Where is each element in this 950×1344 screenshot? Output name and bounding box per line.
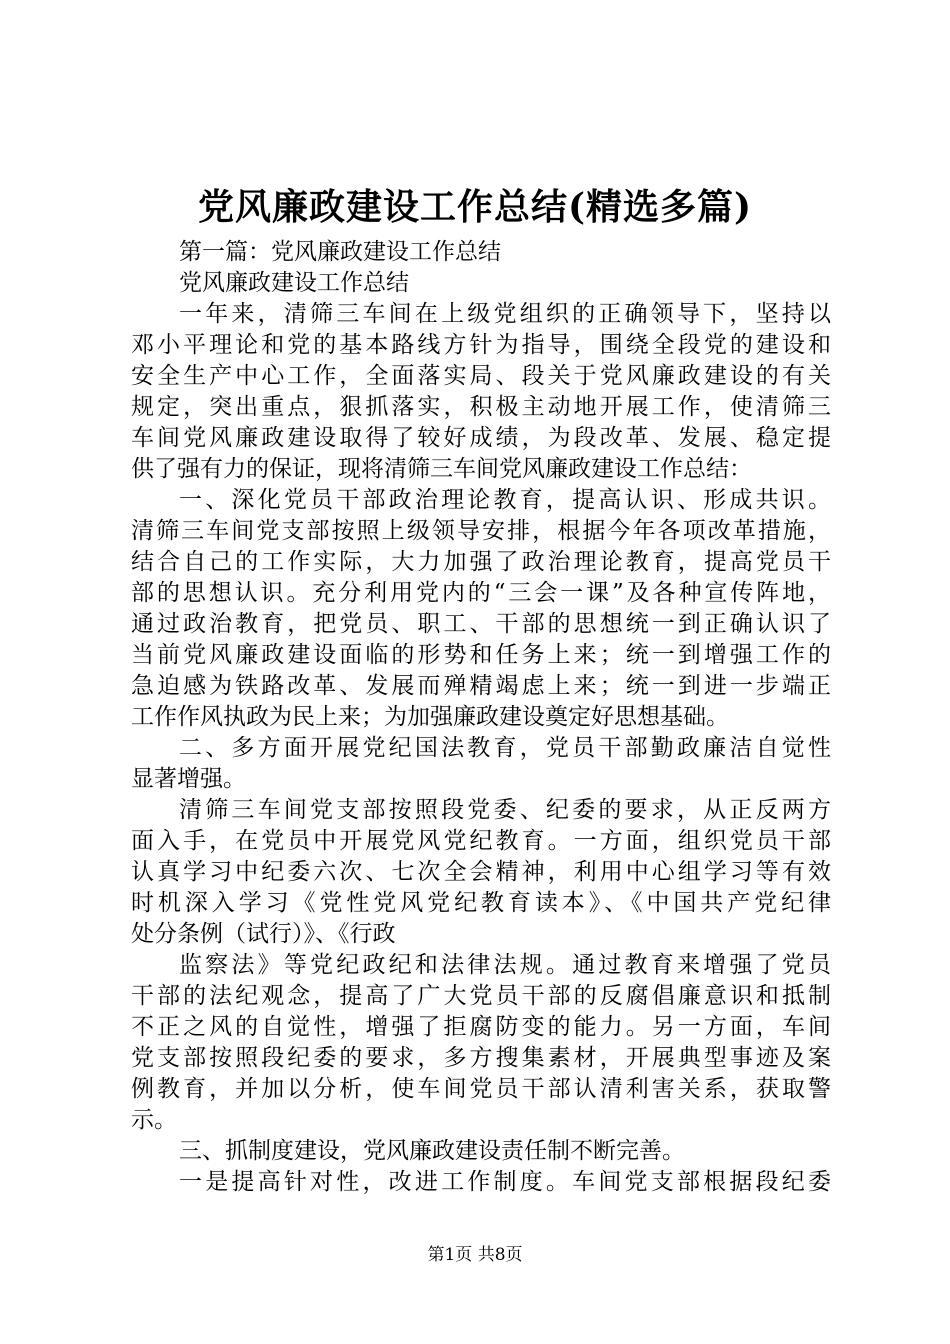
paragraph-line: 供了强有力的保证，现将清筛三车间党风廉政建设工作总结： — [131, 456, 752, 482]
paragraph-line: 结合自己的工作实际，大力加强了政治理论教育，提高党员干 — [131, 549, 831, 575]
document-title: 党风廉政建设工作总结(精选多篇) — [197, 186, 753, 228]
article-heading: 党风廉政建设工作总结 — [179, 270, 409, 296]
paragraph-line: 一是提高针对性，改进工作制度。车间党支部根据段纪委 — [179, 1169, 831, 1195]
paragraph-line: 二、多方面开展党纪国法教育，党员干部勤政廉洁自觉性 — [179, 735, 831, 761]
paragraph-line: 党支部按照段纪委的要求，多方搜集素材，开展典型事迹及案 — [131, 1045, 831, 1071]
paragraph-line: 例教育，并加以分析，使车间党员干部认清利害关系，获取警 — [131, 1076, 831, 1102]
paragraph-line: 一年来，清筛三车间在上级党组织的正确领导下，坚持以 — [179, 301, 831, 327]
paragraph-line: 监察法》等党纪政纪和法律法规。通过教育来增强了党员 — [179, 952, 831, 978]
paragraph-line: 显著增强。 — [131, 766, 246, 792]
document-body — [131, 237, 831, 1198]
paragraph-line: 邓小平理论和党的基本路线方针为指导，围绕全段党的建设和 — [131, 332, 831, 358]
paragraph-line: 处分条例（试行）》、《行政 — [131, 921, 396, 947]
paragraph-line: 时机深入学习《党性党风党纪教育读本》、《中国共产党纪律 — [131, 890, 831, 916]
paragraph-line: 规定，突出重点，狠抓落实，积极主动地开展工作，使清筛三 — [131, 394, 831, 420]
paragraph-line: 不正之风的自觉性，增强了拒腐防变的能力。另一方面，车间 — [131, 1014, 831, 1040]
paragraph-line: 通过政治教育，把党员、职工、干部的思想统一到正确认识了 — [131, 611, 831, 637]
paragraph-line: 清筛三车间党支部按照段党委、纪委的要求，从正反两方 — [179, 797, 831, 823]
paragraph-line: 急迫感为铁路改革、发展而殚精竭虑上来；统一到进一步端正 — [131, 673, 831, 699]
section-heading: 第一篇：党风廉政建设工作总结 — [179, 239, 501, 265]
paragraph-line: 当前党风廉政建设面临的形势和任务上来；统一到增强工作的 — [131, 642, 831, 668]
paragraph-line: 工作作风执政为民上来；为加强廉政建设奠定好思想基础。 — [131, 704, 729, 730]
paragraph-line: 认真学习中纪委六次、七次全会精神，利用中心组学习等有效 — [131, 859, 831, 885]
paragraph-line: 清筛三车间党支部按照上级领导安排，根据今年各项改革措施， — [131, 518, 831, 544]
paragraph-line: 干部的法纪观念，提高了广大党员干部的反腐倡廉意识和抵制 — [131, 983, 831, 1009]
paragraph-line: 示。 — [131, 1107, 177, 1133]
paragraph-line: 部的思想认识。充分利用党内的“三会一课”及各种宣传阵地， — [131, 580, 831, 606]
paragraph-line: 车间党风廉政建设取得了较好成绩，为段改革、发展、稳定提 — [131, 425, 831, 451]
paragraph-line: 安全生产中心工作，全面落实局、段关于党风廉政建设的有关 — [131, 363, 831, 389]
paragraph-line: 面入手，在党员中开展党风党纪教育。一方面，组织党员干部 — [131, 828, 831, 854]
paragraph-line: 三、抓制度建设，党风廉政建设责任制不断完善。 — [179, 1138, 685, 1164]
page-number: 第1页 共8页 — [427, 1245, 523, 1265]
paragraph-line: 一、深化党员干部政治理论教育，提高认识、形成共识。 — [179, 487, 831, 513]
